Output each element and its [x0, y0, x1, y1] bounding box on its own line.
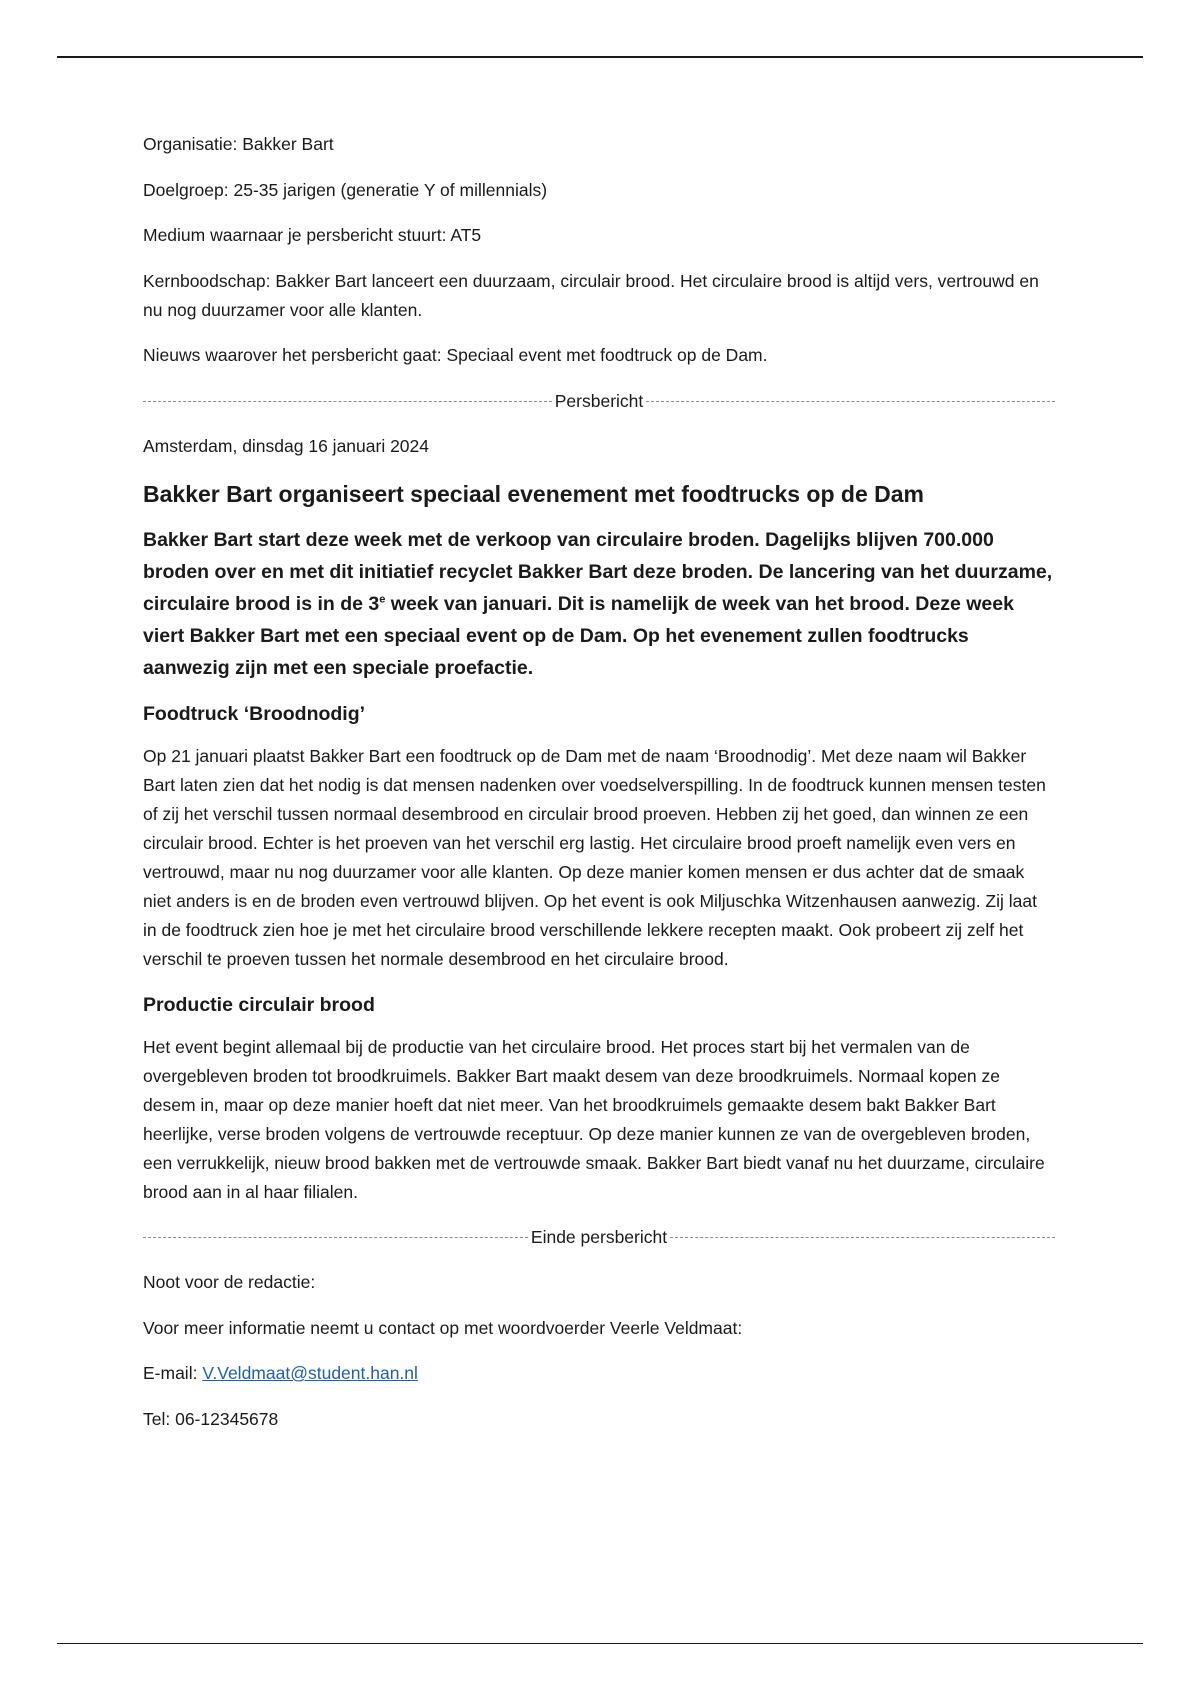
- email-link[interactable]: V.Veldmaat@student.han.nl: [202, 1363, 418, 1384]
- lead-paragraph: [143, 524, 1055, 685]
- meta-organisatie: Organisatie: Bakker Bart: [143, 134, 334, 154]
- separator-end: [143, 1223, 1055, 1252]
- footer-contact: Voor meer informatie neemt u contact op met woordvoerder Veerle Veldmaat:: [143, 1317, 743, 1338]
- section-body-productie: Het event begint allemaal bij de productie van het circulaire brood. Het proces start bij het vermalen van de overgebleven broden tot broodkruimels. Bakker Bart maakt desem van deze broodkruimels. Normaal kopen ze desem in, maar op deze manier hoeft dat niet meer. Van het broodkruimels gemaakte desem bakt Bakker Bart heerlijke, verse broden volgens de vertrouwde receptuur. Op deze manier kunnen ze van de overgebleven broden, een verrukkelijk, nieuw brood bakken met de vertrouwde smaak. Bakker Bart biedt vanaf nu het duurzame, circulaire brood aan in al haar filialen.: [143, 1036, 1045, 1202]
- meta-doelgroep: Doelgroep: 25-35 jarigen (generatie Y of millennials): [143, 179, 548, 200]
- section-body-foodtruck: Op 21 januari plaatst Bakker Bart een foodtruck op de Dam met de naam ‘Broodnodig’. Met deze naam wil Bakker Bart laten zien dat het nodig is dat mensen nadenken over voedselverspilling. In de foodtruck kunnen mensen testen of zij het verschil tussen normaal desembrood en circulair brood proeven. Hebben zij het goed, dan winnen ze een circulair brood. Echter is het proeven van het verschil erg lastig. Het circulaire brood proeft namelijk even vers en vertrouwd, maar nu nog duurzamer voor alle klanten. Op deze manier komen mensen er dus achter dat de smaak niet anders is en de broden even vertrouwd blijven. Op het event is ook Miljuschka Witzenhausen aanwezig. Zij laat in de foodtruck zien hoe je met het circulaire brood verschillende lekkere recepten maakt. Ook probeert zij zelf het verschil te proeven tussen het normale desembrood en het circulaire brood.: [143, 745, 1046, 969]
- lead-text-part1: Bakker Bart start deze week met de verkoop van circulaire broden. Dagelijks blijven 700.000 broden over en met dit initiatief recyclet Bakker Bart deze broden. De lancering van het duurzame, circulaire brood is in de 3: [143, 528, 1053, 615]
- meta-medium: Medium waarnaar je persbericht stuurt: AT5: [143, 225, 482, 245]
- press-release-document: [143, 130, 1055, 1450]
- footer-noot: Noot voor de redactie:: [143, 1272, 316, 1293]
- separator-start: [143, 387, 1055, 416]
- lead-text-part2: week van januari. Dit is namelijk de week van het brood. Deze week viert Bakker Bart met een speciaal event op de Dam. Op het evenement zullen foodtrucks aanwezig zijn met een speciale proefactie.: [143, 592, 1014, 680]
- dateline: Amsterdam, dinsdag 16 januari 2024: [143, 436, 430, 456]
- header-rule: [57, 56, 1143, 58]
- footer-tel: Tel: 06-12345678: [143, 1408, 279, 1429]
- section-heading-foodtruck: Foodtruck ‘Broodnodig’: [143, 702, 366, 725]
- separator-start-label: Persbericht: [554, 390, 644, 411]
- email-label: E-mail:: [143, 1363, 203, 1384]
- footer-rule: [57, 1643, 1143, 1644]
- separator-dash-left: [143, 401, 552, 402]
- separator-dash-right: [646, 401, 1055, 402]
- separator-end-label: Einde persbericht: [530, 1226, 668, 1247]
- separator-dash-right: [670, 1237, 1055, 1238]
- meta-nieuws: Nieuws waarover het persbericht gaat: Speciaal event met foodtruck op de Dam.: [143, 345, 768, 365]
- section-heading-productie: Productie circulair brood: [143, 993, 375, 1016]
- lead-superscript: e: [379, 593, 386, 606]
- footer-email-line: [143, 1359, 1055, 1388]
- press-release-title: Bakker Bart organiseert speciaal evenement met foodtrucks op de Dam: [143, 480, 925, 507]
- meta-kernboodschap: Kernboodschap: Bakker Bart lanceert een duurzaam, circulair brood. Het circulaire brood is altijd vers, vertrouwd en nu nog duurzamer voor alle klanten.: [143, 270, 1039, 320]
- separator-dash-left: [143, 1237, 528, 1238]
